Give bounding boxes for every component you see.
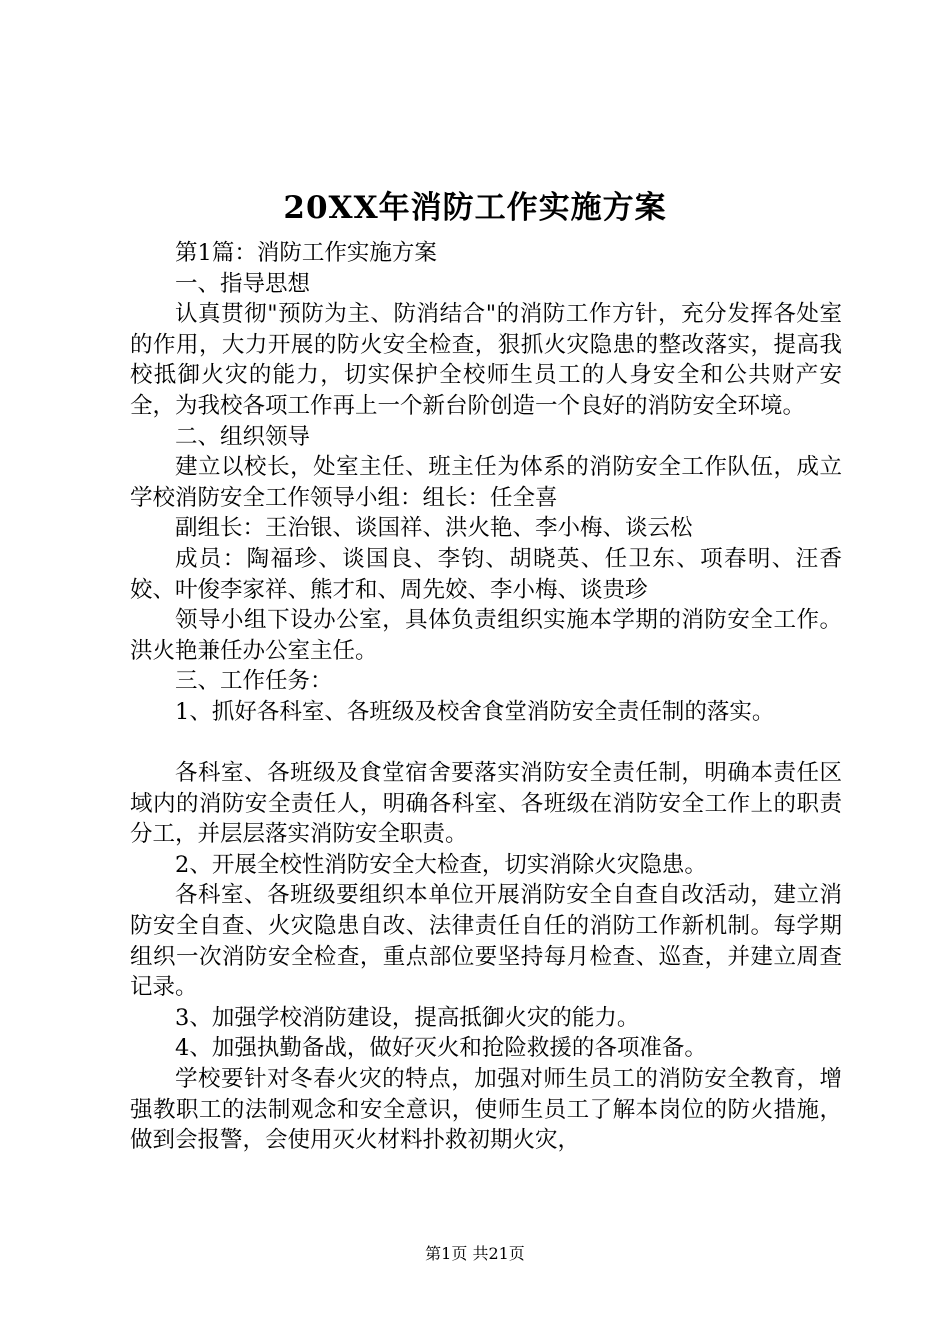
task-item: 1、抓好各科室、各班级及校舍食堂消防安全责任制的落实。	[175, 698, 775, 725]
body-paragraph: 成员：陶福珍、谈国良、李钧、胡晓英、任卫东、项春明、汪香姣、叶俊李家祥、熊才和、周先姣、李小梅、谈贵珍	[130, 545, 842, 603]
section-heading: 三、工作任务：	[175, 668, 333, 695]
page-number: 第1页 共21页	[425, 1244, 525, 1263]
document-body	[130, 238, 842, 1156]
body-paragraph: 建立以校长，处室主任、班主任为体系的消防安全工作队伍，成立学校消防安全工作领导小组：组长：任全喜	[130, 454, 842, 511]
section-heading: 第1篇：消防工作实施方案	[175, 240, 437, 266]
task-item: 2、开展全校性消防安全大检查，切实消除火灾隐患。	[175, 851, 707, 878]
body-paragraph: 各科室、各班级及食堂宿舍要落实消防安全责任制，明确本责任区域内的消防安全责任人，明确各科室、各班级在消防安全工作上的职责分工，并层层落实消防安全职责。	[130, 760, 842, 848]
body-paragraph: 认真贯彻"预防为主、防消结合"的消防工作方针，充分发挥各处室的作用，大力开展的防火安全检查，狠抓火灾隐患的整改落实，提高我校抵御火灾的能力，切实保护全校师生员工的人身安全和公共财产安全，为我校各项工作再上一个新台阶创造一个良好的消防安全环境。	[130, 301, 842, 419]
section-heading: 二、组织领导	[175, 423, 311, 450]
body-paragraph: 副组长：王治银、谈国祥、洪火艳、李小梅、谈云松	[175, 515, 693, 542]
task-item: 4、加强执勤备战，做好灭火和抢险救援的各项准备。	[175, 1035, 707, 1062]
task-item: 3、加强学校消防建设，提高抵御火灾的能力。	[175, 1004, 640, 1031]
section-heading: 一、指导思想	[175, 270, 311, 297]
body-paragraph: 各科室、各班级要组织本单位开展消防安全自查自改活动，建立消防安全自查、火灾隐患自改、法律责任自任的消防工作新机制。每学期组织一次消防安全检查，重点部位要坚持每月检查、巡查，并建立周查记录。	[130, 882, 842, 1001]
body-paragraph: 领导小组下设办公室，具体负责组织实施本学期的消防安全工作。洪火艳兼任办公室主任。	[130, 607, 842, 664]
body-paragraph: 学校要针对冬春火灾的特点，加强对师生员工的消防安全教育，增强教职工的法制观念和安全意识，使师生员工了解本岗位的防火措施，做到会报警，会使用灭火材料扑救初期火灾，	[130, 1066, 842, 1154]
document-title: 20XX年消防工作实施方案	[283, 190, 667, 226]
